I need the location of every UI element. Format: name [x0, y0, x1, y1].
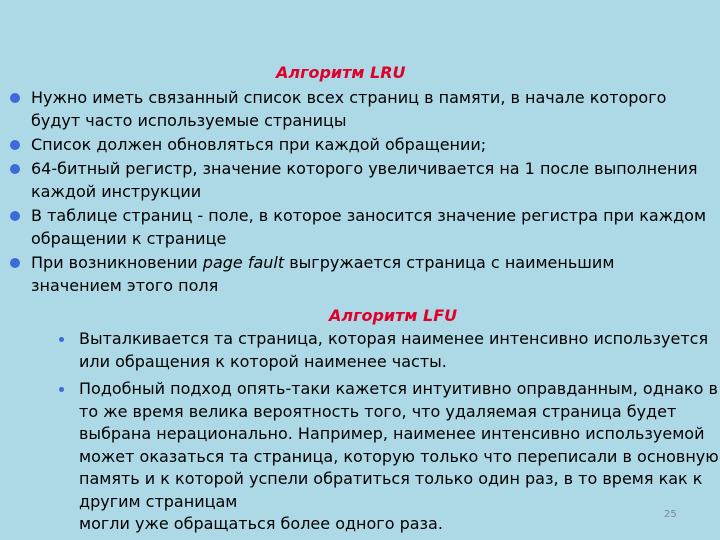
list-item — [10, 251, 710, 297]
lru-title: Алгоритм LRU — [276, 63, 406, 82]
list-item-text-end: выгружается страница с наименьшим значением этого поля — [31, 253, 615, 295]
lru-list — [10, 86, 710, 297]
list-item-text: 64-битный регистр, значение которого увеличивается на 1 после выполнения каждой инструкции — [31, 159, 698, 201]
list-item — [59, 328, 719, 373]
lfu-list — [59, 328, 719, 536]
list-item-text-continued: могли уже обращаться более одного раза. — [79, 514, 443, 533]
bullet-icon — [10, 258, 20, 268]
list-item-text: Выталкивается та страница, которая наименее интенсивно используется или обращения к которой наименее часты. — [79, 329, 709, 371]
list-item — [10, 157, 710, 203]
bullet-icon — [59, 337, 64, 342]
bullet-icon — [59, 387, 64, 392]
list-item-text: В таблице страниц - поле, в которое заносится значение регистра при каждом обращении к странице — [31, 206, 707, 248]
list-item-text-start: При возникновении — [31, 253, 203, 272]
page-fault-term: page fault — [202, 253, 285, 272]
list-item-text: Подобный подход опять-таки кажется интуитивно оправданным, однако в то же время велика вероятность того, что удаляемая страница будет выбрана нерационально. Например, наименее интенсивно используемой может оказаться та страница, которую только что переписали в основную память и к которой успели обратиться только один раз, в то время как к другим страницам — [79, 379, 719, 511]
lfu-title: Алгоритм LFU — [329, 306, 458, 325]
list-item-text: Нужно иметь связанный список всех страниц в памяти, в начале которого будут часто используемые страницы — [31, 88, 667, 130]
bullet-icon — [10, 211, 20, 221]
list-item — [59, 378, 719, 536]
list-item — [10, 133, 710, 156]
bullet-icon — [10, 164, 20, 174]
list-item-text: Список должен обновляться при каждой обращении; — [31, 135, 487, 154]
bullet-icon — [10, 93, 20, 103]
list-item — [10, 204, 710, 250]
list-item — [10, 86, 710, 132]
bullet-icon — [10, 140, 20, 150]
page-number: 25 — [664, 509, 677, 520]
